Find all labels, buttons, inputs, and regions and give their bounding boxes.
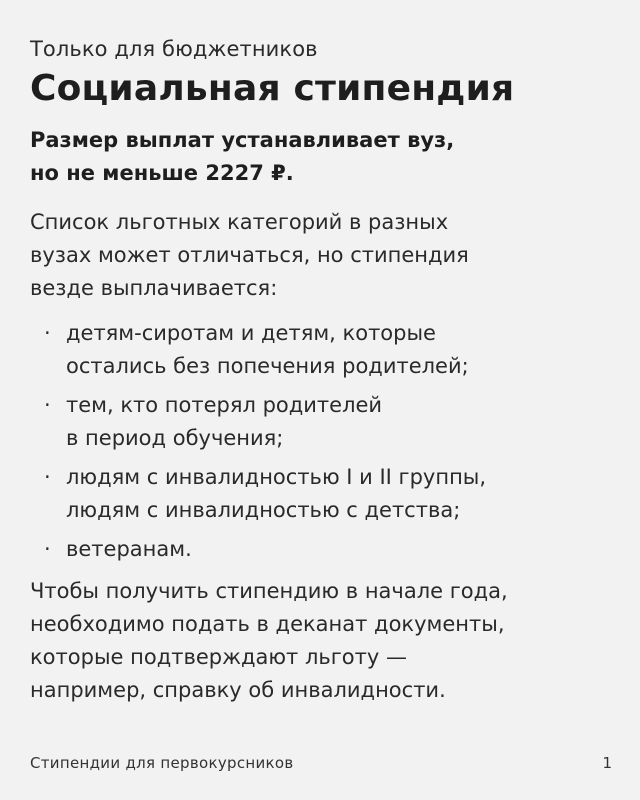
subtitle — [30, 124, 610, 190]
bullet-icon: · — [44, 321, 51, 345]
list-item-line: детям-сиротам и детям, которые — [66, 321, 436, 345]
list-item — [30, 389, 610, 455]
list-item-line: в период обучения; — [66, 426, 284, 450]
intro-line: вузах может отличаться, но стипендия — [30, 243, 469, 267]
list-item-line: остались без попечения родителей; — [66, 354, 469, 378]
list-item — [30, 317, 610, 383]
eyebrow-text: Только для бюджетников — [30, 37, 318, 61]
bullet-icon: · — [44, 393, 51, 417]
outro-line: например, справку об инвалидности. — [30, 678, 446, 702]
outro-line: которые подтверждают льготу — — [30, 645, 407, 669]
outro-paragraph — [30, 575, 620, 707]
intro-line: везде выплачивается: — [30, 276, 278, 300]
bullet-icon: · — [44, 465, 51, 489]
intro-paragraph — [30, 206, 610, 305]
page-title: Социальная стипендия — [30, 68, 515, 109]
list-item-line: ветеранам. — [66, 537, 192, 561]
outro-line: необходимо подать в деканат документы, — [30, 612, 505, 636]
benefit-list — [30, 317, 610, 572]
list-item — [30, 533, 610, 566]
outro-line: Чтобы получить стипендию в начале года, — [30, 579, 508, 603]
page-number: 1 — [602, 754, 612, 772]
bullet-icon: · — [44, 537, 51, 561]
list-item-line: людям с инвалидностью I и II группы, — [66, 465, 487, 489]
intro-line: Список льготных категорий в разных — [30, 210, 449, 234]
list-item-line: тем, кто потерял родителей — [66, 393, 383, 417]
list-item-line: людям с инвалидностью с детства; — [66, 498, 461, 522]
footer-section-title: Стипендии для первокурсников — [30, 754, 294, 772]
subtitle-line: Размер выплат устанавливает вуз, — [30, 128, 455, 152]
list-item — [30, 461, 610, 527]
subtitle-line: но не меньше 2227 ₽. — [30, 161, 294, 185]
